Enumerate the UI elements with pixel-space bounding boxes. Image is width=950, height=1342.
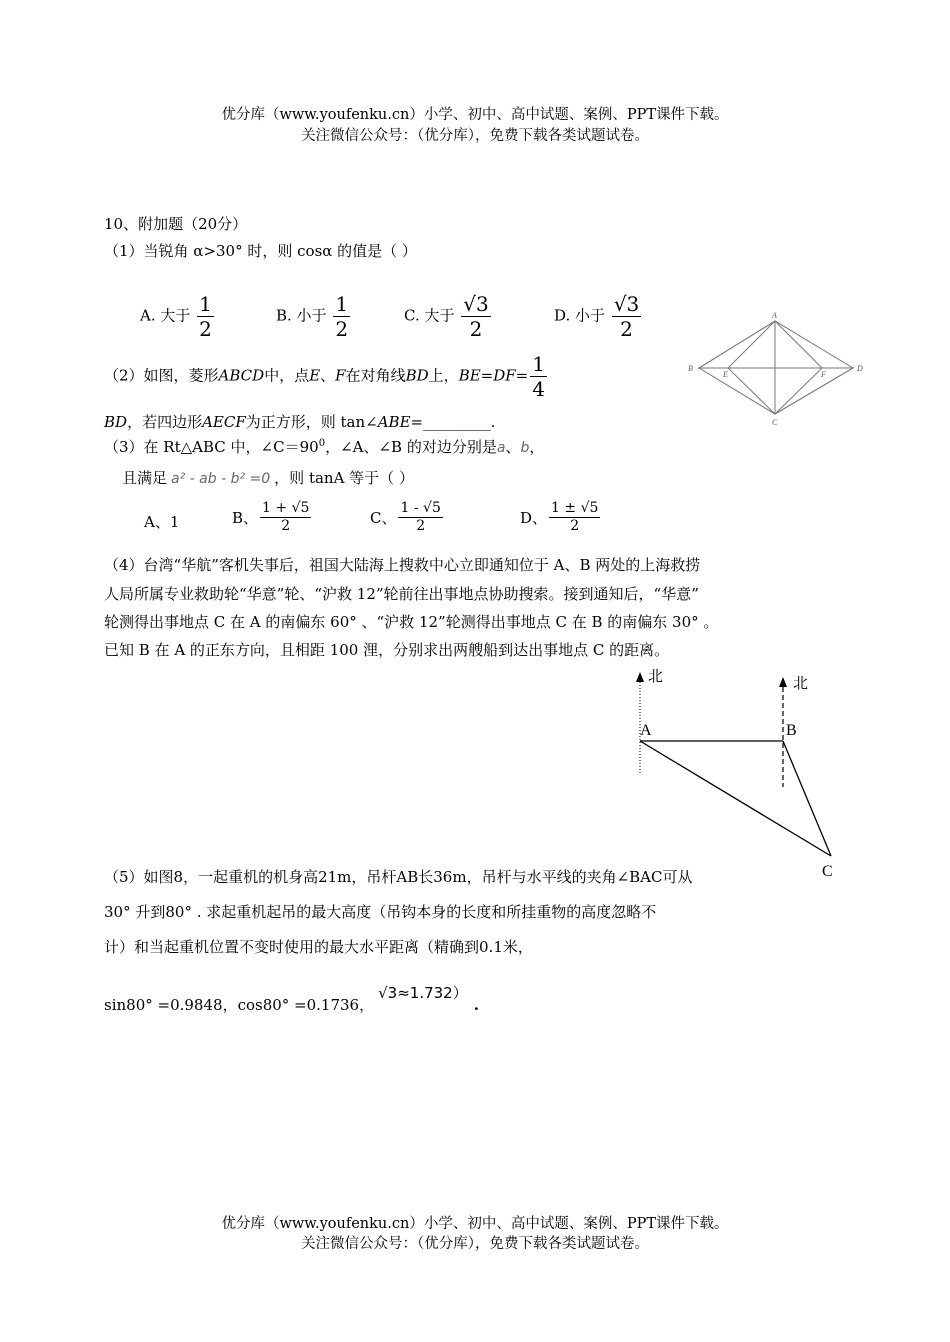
north-label-b: 北 bbox=[793, 676, 809, 692]
frac-num: 1 ± √5 bbox=[551, 500, 599, 516]
q3-option-a: A、1 bbox=[144, 513, 180, 531]
segment-bc bbox=[783, 741, 831, 856]
q2-condition: BE=DF= bbox=[458, 366, 529, 385]
q1-option-d bbox=[554, 292, 643, 341]
frac-num: 1 - √5 bbox=[400, 500, 441, 516]
q4-line-1: （4）台湾“华航”客机失事后，祖国大陆海上搜救中心立即通知位于 A、B 两处的上海救捞 bbox=[104, 556, 701, 574]
q3-var-a: a bbox=[496, 440, 506, 456]
label-d: D bbox=[857, 364, 863, 373]
label-a: A bbox=[772, 311, 777, 320]
q2-abe: ABE= bbox=[377, 413, 424, 431]
q1-stem: （1）当锐角 α>30° 时，则 cosα 的值是（ ） bbox=[104, 242, 417, 260]
q3-sep: 、 bbox=[505, 438, 521, 456]
q2-text: 上， bbox=[428, 366, 459, 385]
q4-line-4: 已知 B 在 A 的正东方向，且相距 100 浬，分别求出两艘船到达出事地点 C 的距离。 bbox=[104, 641, 670, 659]
frac-num: 1 bbox=[532, 352, 545, 376]
frac-den: 2 bbox=[549, 517, 600, 535]
q3-option-d-frac bbox=[549, 500, 600, 535]
q3-option-c bbox=[370, 500, 445, 535]
frac-den: 2 bbox=[260, 517, 311, 535]
q2-sep: 、 bbox=[320, 366, 336, 385]
q2-aecf: AECF bbox=[202, 413, 246, 431]
label-b: B bbox=[688, 364, 693, 373]
q2-text: （2）如图，菱形 bbox=[104, 366, 219, 385]
q5-trig-values: sin80° =0.9848，cos80° =0.1736， bbox=[104, 996, 375, 1014]
q3-comma: ， bbox=[529, 438, 545, 456]
point-b-label: B bbox=[786, 722, 797, 739]
q2-text: ，若四边形 bbox=[127, 413, 203, 431]
label-f: F bbox=[821, 370, 826, 379]
q3-option-d-label: D、 bbox=[520, 509, 548, 527]
q3-var-b: b bbox=[520, 440, 530, 456]
q5-line-2: 30° 升到80° . 求起重机起吊的最大高度（吊钩本身的长度和所挂重物的高度忽略不 bbox=[104, 903, 657, 921]
frac-num: 1 bbox=[199, 292, 212, 316]
segment-ac bbox=[640, 741, 831, 856]
frac-den: 2 bbox=[612, 316, 641, 341]
header-line-1: 优分库（www.youfenku.cn）小学、初中、高中试题、案例、PPT课件下载。 bbox=[221, 107, 729, 123]
q2-bd: BD bbox=[405, 366, 429, 385]
q2-bd: BD bbox=[104, 413, 128, 431]
q3-equation: a² - ab - b² =0 bbox=[171, 471, 271, 487]
q3-options bbox=[144, 500, 664, 544]
frac-den: 2 bbox=[461, 316, 490, 341]
q1-option-c-frac bbox=[461, 292, 490, 341]
north-label-a: 北 bbox=[648, 669, 664, 685]
q4-line-3: 轮测得出事地点 C 在 A 的南偏东 60° 、“沪救 12”轮测得出事地点 C 在 B 的南偏东 30° 。 bbox=[104, 613, 719, 631]
q3-text: 且满足 bbox=[122, 469, 168, 487]
q2-fraction bbox=[530, 352, 547, 401]
q2-line-2 bbox=[104, 411, 495, 432]
label-c: C bbox=[772, 418, 778, 427]
q3-line-2 bbox=[122, 467, 414, 488]
q2-f: F bbox=[335, 366, 346, 385]
footer-line-2: 关注微信公众号：（优分库），免费下载各类试题试卷。 bbox=[301, 1236, 649, 1252]
q5-line-4 bbox=[104, 984, 479, 1015]
q1-option-b-frac bbox=[333, 292, 350, 341]
q3-line-1 bbox=[104, 436, 544, 457]
q2-text: 中，点 bbox=[264, 366, 310, 385]
q3-text: ，则 tanA 等于（ ） bbox=[274, 469, 414, 487]
q3-option-c-label: C、 bbox=[370, 509, 397, 527]
north-arrow-a bbox=[636, 672, 644, 682]
q3-text: （3）在 Rt△ABC 中，∠C＝90 bbox=[104, 438, 319, 456]
frac-den: 2 bbox=[199, 317, 212, 341]
q2-line-1 bbox=[104, 352, 549, 401]
frac-num: 1 + √5 bbox=[262, 500, 310, 516]
footer-line-1: 优分库（www.youfenku.cn）小学、初中、高中试题、案例、PPT课件下载。 bbox=[221, 1216, 729, 1232]
q3-text: ，∠A、∠B 的对边分别是 bbox=[325, 438, 497, 456]
frac-den: 2 bbox=[398, 517, 442, 535]
ship-diagram bbox=[620, 660, 850, 885]
q3-option-b-frac bbox=[260, 500, 311, 535]
q1-option-d-frac bbox=[612, 292, 641, 341]
q2-answer-blank: _________. bbox=[423, 413, 496, 431]
point-a-label: A bbox=[640, 722, 652, 739]
q3-option-c-frac bbox=[398, 500, 442, 535]
q1-option-a-frac bbox=[197, 292, 214, 341]
q2-text: 为正方形，则 tan∠ bbox=[245, 413, 378, 431]
q5-line-3: 计）和当起重机位置不变时使用的最大水平距离（精确到0.1米， bbox=[104, 938, 533, 956]
rhombus-diagram bbox=[684, 310, 870, 428]
frac-num: 1 bbox=[335, 292, 349, 316]
q3-option-d bbox=[520, 500, 602, 535]
frac-num: √3 bbox=[613, 292, 640, 316]
q1-option-c-label: C. 大于 bbox=[404, 306, 455, 325]
q3-option-b-label: B、 bbox=[232, 509, 259, 527]
frac-den: 2 bbox=[335, 317, 349, 341]
section-title: 10、附加题（20分） bbox=[104, 215, 248, 233]
label-e: E bbox=[723, 370, 728, 379]
q4-line-2: 人局所属专业救助轮“华意”轮、“沪救 12”轮前往出事地点协助搜索。接到通知后，“华意” bbox=[104, 585, 699, 603]
header-line-2: 关注微信公众号：（优分库），免费下载各类试题试卷。 bbox=[301, 128, 649, 144]
q2-abcd: ABCD bbox=[218, 366, 265, 385]
frac-den: 4 bbox=[532, 377, 545, 401]
q1-option-d-label: D. 小于 bbox=[554, 306, 606, 325]
q3-degree: 0 bbox=[318, 438, 326, 449]
q2-text: 在对角线 bbox=[345, 366, 406, 385]
north-arrow-b bbox=[779, 677, 787, 687]
point-c-label: C bbox=[822, 863, 833, 880]
q3-option-b bbox=[232, 500, 313, 535]
q5-sqrt-note: √3≈1.732） bbox=[378, 984, 468, 1002]
q5-line-1: （5）如图8，一起重机的机身高21m，吊杆AB长36m，吊杆与水平线的夹角∠BAC可从 bbox=[104, 868, 693, 886]
q1-option-a-label: A. 大于 bbox=[140, 306, 191, 325]
q2-e: E bbox=[309, 366, 321, 385]
q1-option-b bbox=[276, 292, 352, 341]
q5-end-period: . bbox=[473, 996, 479, 1014]
frac-num: √3 bbox=[463, 292, 489, 316]
q1-option-a bbox=[140, 292, 216, 341]
q1-option-b-label: B. 小于 bbox=[276, 306, 327, 325]
q1-option-c bbox=[404, 292, 493, 341]
